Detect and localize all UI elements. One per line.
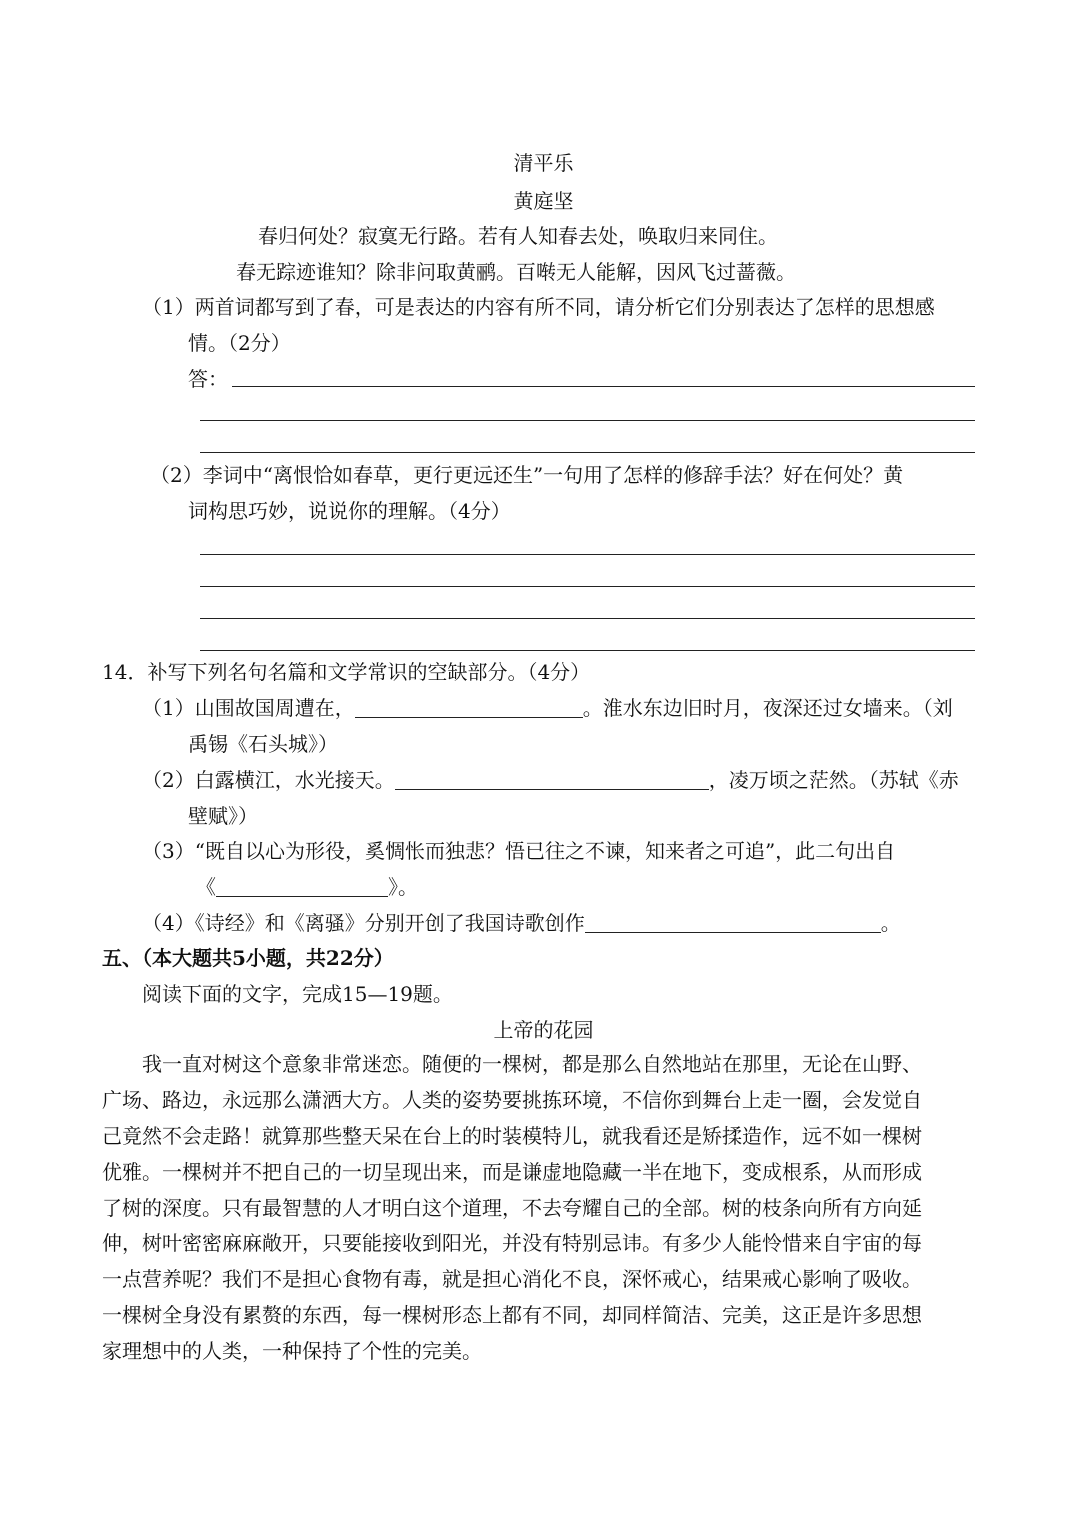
answer-line-2[interactable] [200,420,975,421]
q13-part2-text-1: （2）李词中“离恨恰如春草，更行更远还生”一句用了怎样的修辞手法？好在何处？黄 [150,463,904,487]
article-title: 上帝的花园 [493,1018,594,1042]
fill-blank-1[interactable] [355,697,583,718]
poem-line-1: 春归何处？寂寞无行路。若有人知春去处，唤取归来同住。 [258,224,778,248]
q14-item-2-a: （2）白露横江，水光接天。 [142,768,395,792]
q14-item-1-b: 。淮水东边旧时月，夜深还过女墙来。（刘 [582,696,953,720]
q14-heading: 14．补写下列名句名篇和文学常识的空缺部分。（4分） [102,660,591,684]
answer-line-5[interactable] [200,586,975,587]
poem-line-2: 春无踪迹谁知？除非问取黄鹂。百啭无人能解，因风飞过蔷薇。 [236,260,796,284]
fill-blank-4[interactable] [585,912,881,933]
article-paragraph-line: 一棵树全身没有累赘的东西，每一棵树形态上都有不同，却同样简洁、完美，这正是许多思想 [102,1303,922,1327]
article-paragraph-line: 伸，树叶密密麻麻敞开，只要能接收到阳光，并没有特别忌讳。有多少人能怜惜来自宇宙的每 [102,1231,922,1255]
q14-item-1 [142,695,953,721]
q14-item-4-a: （4）《诗经》和《离骚》分别开创了我国诗歌创作 [142,911,585,935]
q14-item-2-c: 壁赋》） [188,804,258,828]
q14-item-3 [196,874,418,900]
answer-line-1[interactable] [232,386,975,387]
q14-item-4 [142,910,901,936]
section-5-instruction: 阅读下面的文字，完成15—19题。 [142,982,453,1006]
fill-blank-3[interactable] [216,876,388,897]
fill-blank-2[interactable] [395,769,709,790]
answer-line-6[interactable] [200,618,975,619]
article-paragraph-line: 优雅。一棵树并不把自己的一切呈现出来，而是谦虚地隐藏一半在地下，变成根系，从而形成 [102,1160,922,1184]
section-5-heading: 五、（本大题共5小题，共22分） [102,946,394,970]
poem-title: 清平乐 [513,151,574,175]
q14-item-4-b: 。 [880,911,901,935]
q14-item-3-a: （3）“既自以心为形役，奚惆怅而独悲？悟已往之不谏，知来者之可追”，此二句出自 [142,839,896,863]
q13-part1-text-2: 情。（2分） [188,331,291,355]
q13-answer-label: 答： [188,367,228,391]
q14-item-2 [142,767,959,793]
article-paragraph-line: 己竟然不会走路！就算那些整天呆在台上的时装模特儿，就我看还是矫揉造作，远不如一棵树 [102,1124,922,1148]
q13-part1-text-1: （1）两首词都写到了春，可是表达的内容有所不同，请分析它们分别表达了怎样的思想感 [142,295,935,319]
article-paragraph-line: 我一直对树这个意象非常迷恋。随便的一棵树，都是那么自然地站在那里，无论在山野、 [142,1052,922,1076]
q14-item-1-c: 禹锡《石头城》） [188,732,338,756]
q14-item-3-b: 《 [196,875,216,899]
q14-item-3-c: 》。 [388,875,418,899]
answer-line-3[interactable] [200,452,975,453]
poem-author: 黄庭坚 [513,189,574,213]
q14-item-1-a: （1）山围故国周遭在， [142,696,355,720]
q14-item-2-b: ，凌万顷之茫然。（苏轼《赤 [708,768,959,792]
answer-line-7[interactable] [200,650,975,651]
article-paragraph-line: 了树的深度。只有最智慧的人才明白这个道理，不去夸耀自己的全部。树的枝条向所有方向延 [102,1196,922,1220]
q13-part2-text-2: 词构思巧妙，说说你的理解。（4分） [188,499,511,523]
article-paragraph-line: 一点营养呢？我们不是担心食物有毒，就是担心消化不良，深怀戒心，结果戒心影响了吸收。 [102,1267,922,1291]
article-paragraph-line: 广场、路边，永远那么潇洒大方。人类的姿势要挑拣环境，不信你到舞台上走一圈，会发觉自 [102,1088,922,1112]
article-paragraph-line: 家理想中的人类，一种保持了个性的完美。 [102,1339,482,1363]
answer-line-4[interactable] [200,554,975,555]
